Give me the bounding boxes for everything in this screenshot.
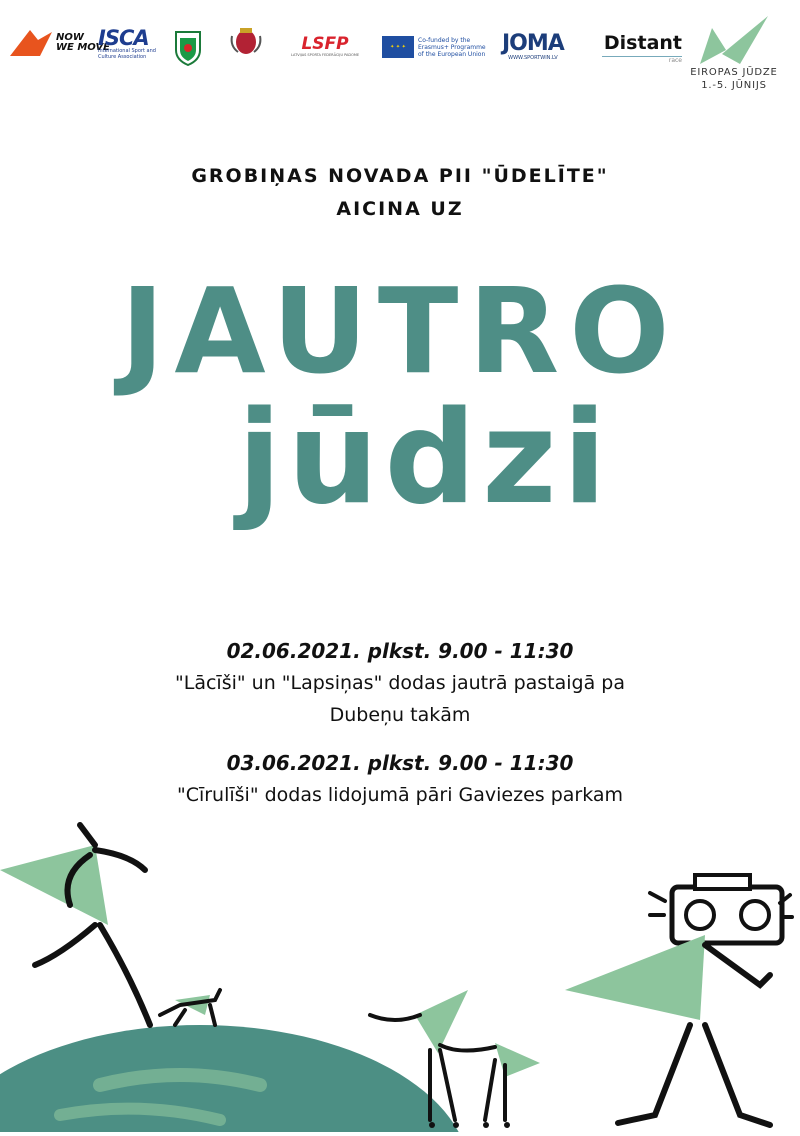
walking-figures-illustration — [0, 815, 800, 1132]
distant-logo-text: Distant — [603, 32, 682, 54]
organizer-line: GROBIŅAS NOVADA PII "ŪDELĪTE" — [191, 165, 609, 187]
event-date: 02.06.2021. plkst. 9.00 - 11:30 — [226, 639, 574, 663]
ministry-logo — [228, 26, 264, 56]
illustration — [0, 815, 800, 1132]
event-item — [0, 635, 800, 731]
event-description: "Lācīši" un "Lapsiņas" dodas jautrā pastaigā pa — [175, 672, 625, 694]
event-description: "Cīrulīši" dodas lidojumā pāri Gaviezes parkam — [176, 784, 624, 806]
title-line-2: jūdzi — [237, 384, 613, 533]
joma-logo — [502, 33, 564, 61]
title-line-1: JAUTRO — [120, 262, 680, 400]
distant-logo-subtext: race — [668, 57, 682, 64]
joma-logo-text: JOMA — [502, 31, 564, 56]
nowwemove-arrow-icon — [10, 28, 52, 58]
small-dog-figure — [160, 990, 220, 1025]
isca-logo — [98, 28, 160, 60]
bird-mask-figure — [565, 875, 792, 1125]
isca-logo-subtext: International Sport and Culture Association — [98, 48, 156, 60]
lsa-shield-logo — [174, 30, 202, 66]
eiropas-judze-title: EIROPAS JŪDZE — [690, 67, 778, 78]
event-date: 03.06.2021. plkst. 9.00 - 11:30 — [226, 751, 574, 775]
nowwemove-logo — [10, 28, 110, 58]
event-item — [0, 747, 800, 811]
event-title — [0, 262, 800, 582]
erasmus-text: Co-funded by the Erasmus+ Programme of the European Union — [418, 36, 486, 58]
coat-of-arms-icon — [228, 26, 264, 56]
joma-logo-subtext: WWW.SPORTWIN.LV — [508, 55, 558, 61]
event-list — [0, 635, 800, 827]
eiropas-judze-dates: 1.-5. JŪNIJS — [701, 80, 767, 91]
eu-flag-icon: ✦ ✦ ✦ — [382, 36, 414, 58]
event-description-cont: Dubeņu takām — [329, 704, 471, 726]
event-title-graphic — [0, 262, 800, 582]
nowwemove-text: NOW WE MOVE — [56, 32, 111, 53]
invite-line: AICINA UZ — [336, 198, 464, 220]
eiropas-judze-icon — [698, 14, 770, 66]
lsfp-logo — [291, 36, 359, 57]
partner-logos-bar — [0, 0, 800, 110]
shield-icon — [174, 30, 202, 66]
lsfp-logo-subtext: LATVIJAS SPORTA FEDERĀCIJU PADOME — [291, 53, 360, 57]
isca-logo-text: ISCA — [98, 26, 149, 50]
running-figure — [0, 825, 150, 1025]
distant-race-logo — [602, 33, 682, 65]
erasmus-logo — [382, 36, 488, 58]
lsfp-logo-text: LSFP — [301, 34, 349, 54]
organizer-heading — [0, 160, 800, 226]
eiropas-judze-logo — [684, 14, 784, 92]
